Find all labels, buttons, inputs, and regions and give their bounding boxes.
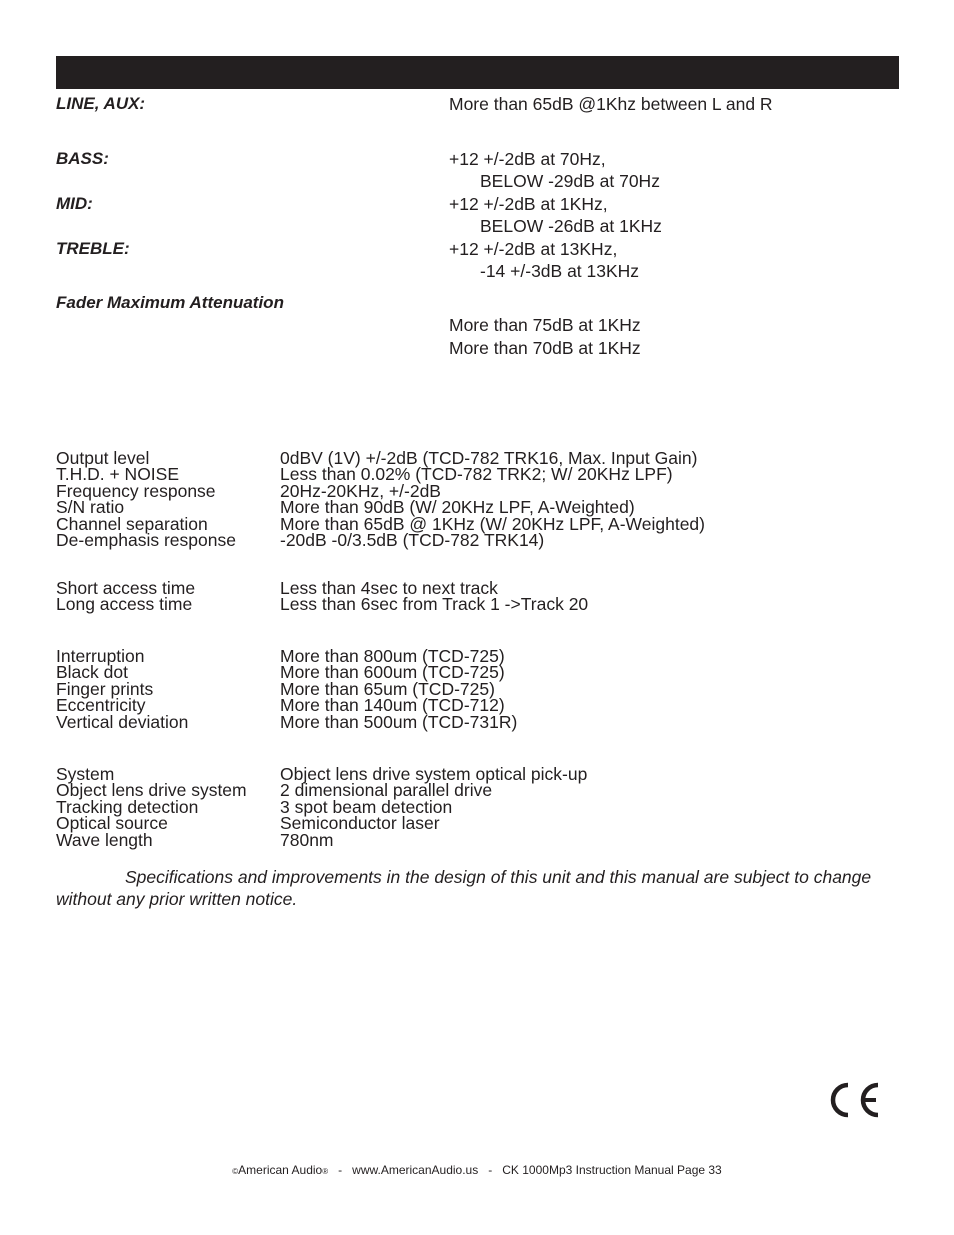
- specifications-notice: Specifications and improvements in the design of this unit and this manual are subject to change without any prior written notice.: [56, 867, 872, 909]
- registered-symbol: ®: [322, 1167, 329, 1176]
- spec-value: 780nm: [280, 829, 334, 850]
- spec-label: Interruption: [56, 646, 145, 666]
- spec-label: Black dot: [56, 662, 128, 683]
- ce-mark-icon: [830, 1082, 882, 1118]
- copyright-symbol: ©: [232, 1167, 239, 1176]
- line-aux-label: LINE, AUX:: [56, 94, 146, 113]
- spec-value: 3 spot beam detection: [280, 796, 453, 817]
- footer-separator: -: [488, 1163, 493, 1177]
- section-header-bar: [56, 56, 899, 89]
- spec-value: Object lens drive system optical pick-up: [280, 764, 588, 784]
- spec-value: Less than 4sec to next track: [280, 578, 498, 598]
- spec-value: More than 65dB @ 1KHz (W/ 20KHz LPF, A-Weighted): [280, 513, 705, 534]
- spec-value: Semiconductor laser: [280, 813, 440, 834]
- spec-value: 0dBV (1V) +/-2dB (TCD-782 TRK16, Max. Input Gain): [280, 448, 698, 468]
- fader-attenuation-value-2: More than 70dB at 1KHz: [449, 338, 641, 358]
- spec-value: More than 90dB (W/ 20KHz LPF, A-Weighted): [280, 497, 635, 518]
- spec-label: De-emphasis response: [56, 529, 236, 550]
- spec-value: -20dB -0/3.5dB (TCD-782 TRK14): [280, 529, 545, 550]
- spec-label: Optical source: [56, 813, 168, 834]
- spec-label: System: [56, 764, 115, 784]
- spec-label: Wave length: [56, 829, 153, 850]
- footer-manual-page: CK 1000Mp3 Instruction Manual Page 33: [502, 1163, 722, 1177]
- spec-value: Less than 0.02% (TCD-782 TRK2; W/ 20KHz LPF): [280, 464, 673, 485]
- spec-label: Tracking detection: [56, 796, 199, 817]
- treble-value-line1: +12 +/-2dB at 13KHz,: [449, 239, 618, 259]
- bass-label: BASS:: [56, 149, 109, 168]
- spec-label: Short access time: [56, 578, 196, 598]
- spec-label: Object lens drive system: [56, 780, 247, 801]
- spec-label: Long access time: [56, 594, 193, 615]
- fader-attenuation-label: Fader Maximum Attenuation: [56, 293, 284, 312]
- treble-label: TREBLE:: [56, 239, 130, 258]
- spec-value: More than 800um (TCD-725): [280, 646, 505, 666]
- spec-value: Less than 6sec from Track 1 ->Track 20: [280, 594, 589, 615]
- spec-label: Frequency response: [56, 480, 216, 501]
- mid-value-line1: +12 +/-2dB at 1KHz,: [449, 194, 608, 214]
- mid-value-line2: BELOW -26dB at 1KHz: [480, 216, 662, 236]
- mid-label: MID:: [56, 194, 93, 213]
- spec-label: T.H.D. + NOISE: [56, 464, 180, 485]
- spec-value: 2 dimensional parallel drive: [280, 780, 493, 801]
- spec-value: More than 600um (TCD-725): [280, 662, 505, 683]
- spec-label: Finger prints: [56, 678, 154, 699]
- spec-value: 20Hz-20KHz, +/-2dB: [280, 480, 441, 501]
- footer-website: www.AmericanAudio.us: [352, 1163, 479, 1177]
- spec-value: More than 65um (TCD-725): [280, 678, 495, 699]
- bass-value-line1: +12 +/-2dB at 70Hz,: [449, 149, 606, 169]
- line-aux-value: More than 65dB @1Khz between L and R: [449, 94, 773, 114]
- bass-value-line2: BELOW -29dB at 70Hz: [480, 171, 660, 191]
- spec-label: Vertical deviation: [56, 711, 189, 732]
- footer-separator: -: [338, 1163, 343, 1177]
- footer-brand: American Audio: [238, 1163, 323, 1177]
- treble-value-line2: -14 +/-3dB at 13KHz: [480, 261, 640, 281]
- spec-value: More than 500um (TCD-731R): [280, 711, 518, 732]
- spec-label: S/N ratio: [56, 497, 125, 518]
- spec-label: Output level: [56, 448, 150, 468]
- page-footer: [0, 1162, 954, 1180]
- fader-attenuation-value-1: More than 75dB at 1KHz: [449, 315, 641, 335]
- spec-label: Channel separation: [56, 513, 208, 534]
- spec-value: More than 140um (TCD-712): [280, 695, 505, 716]
- spec-label: Eccentricity: [56, 695, 146, 716]
